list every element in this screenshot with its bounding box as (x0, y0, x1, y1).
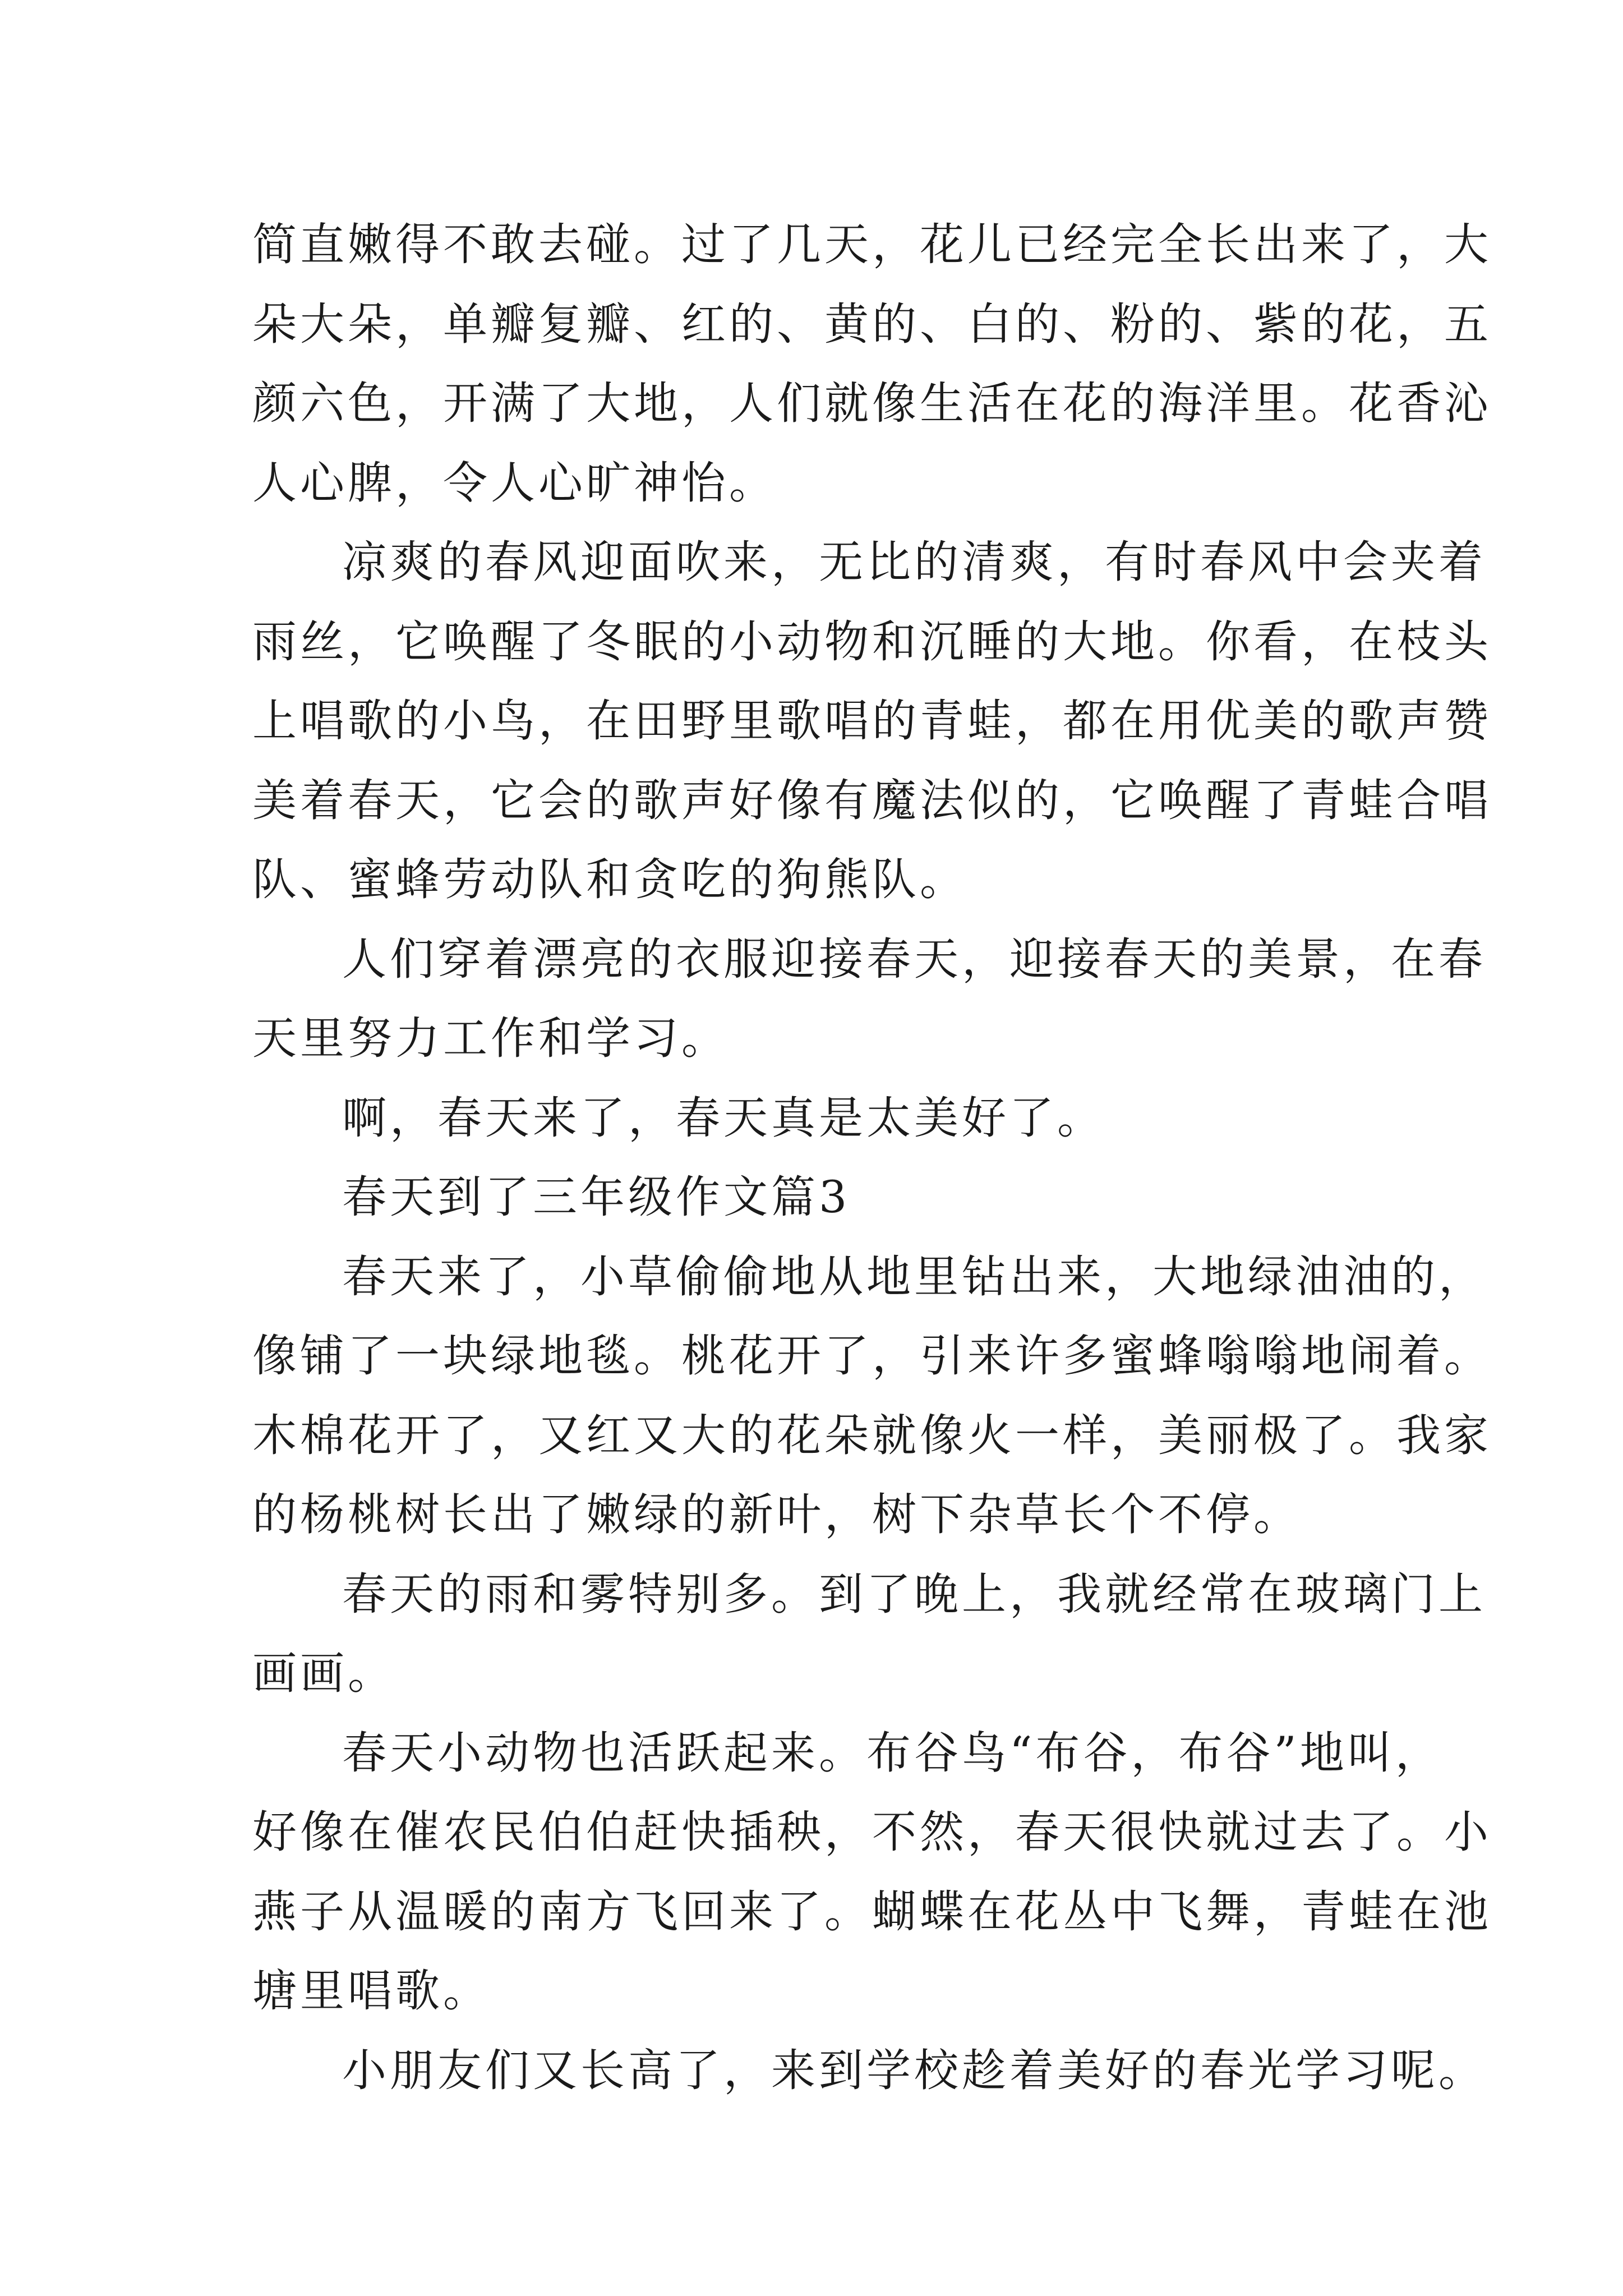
section-heading: 春天到了三年级作文篇3 (342, 1171, 851, 1223)
text-line: 的杨桃树长出了嫩绿的新叶，树下杂草长个不停。 (252, 1489, 1301, 1540)
paragraph-start-line: 春天来了，小草偷偷地从地里钻出来，大地绿油油的， (342, 1250, 1486, 1303)
text-line: 上唱歌的小鸟，在田野里歌唱的青蛙，都在用优美的歌声赞 (252, 695, 1492, 747)
paragraph-start-line: 小朋友们又长高了，来到学校趁着美好的春光学习呢。 (342, 2044, 1486, 2096)
text-line: 画画。 (252, 1648, 395, 1699)
paragraph-start-line: 春天的雨和雾特别多。到了晚上，我就经常在玻璃门上 (342, 1568, 1486, 1620)
text-line: 木棉花开了，又红又大的花朵就像火一样，美丽极了。我家 (252, 1409, 1492, 1461)
text-line: 简直嫩得不敢去碰。过了几天，花儿已经完全长出来了，大 (252, 219, 1492, 270)
text-line: 朵大朵，单瓣复瓣、红的、黄的、白的、粉的、紫的花，五 (252, 298, 1492, 350)
text-line: 队、蜜蜂劳动队和贪吃的狗熊队。 (252, 854, 967, 905)
text-line: 天里努力工作和学习。 (252, 1013, 729, 1064)
paragraph-start-line: 凉爽的春风迎面吹来，无比的清爽，有时春风中会夹着 (342, 536, 1486, 588)
text-line: 人心脾，令人心旷神怡。 (252, 457, 777, 509)
text-line: 塘里唱歌。 (252, 1965, 491, 2017)
text-line: 好像在催农民伯伯赶快插秧，不然，春天很快就过去了。小 (252, 1806, 1492, 1858)
essay-body (252, 205, 1492, 2110)
text-line: 雨丝，它唤醒了冬眠的小动物和沉睡的大地。你看，在枝头 (252, 615, 1492, 668)
paragraph-start-line: 春天小动物也活跃起来。布谷鸟“布谷，布谷”地叫， (342, 1727, 1443, 1779)
text-line: 颜六色，开满了大地，人们就像生活在花的海洋里。花香沁 (252, 378, 1492, 429)
paragraph-start-line: 人们穿着漂亮的衣服迎接春天，迎接春天的美景，在春 (342, 933, 1486, 985)
text-line: 燕子从温暖的南方飞回来了。蝴蝶在花丛中飞舞，青蛙在池 (252, 1885, 1492, 1938)
text-line: 美着春天，它会的歌声好像有魔法似的，它唤醒了青蛙合唱 (252, 774, 1492, 826)
paragraph-start-line: 啊，春天来了，春天真是太美好了。 (342, 1092, 1105, 1144)
text-line: 像铺了一块绿地毯。桃花开了，引来许多蜜蜂嗡嗡地闹着。 (252, 1330, 1492, 1382)
